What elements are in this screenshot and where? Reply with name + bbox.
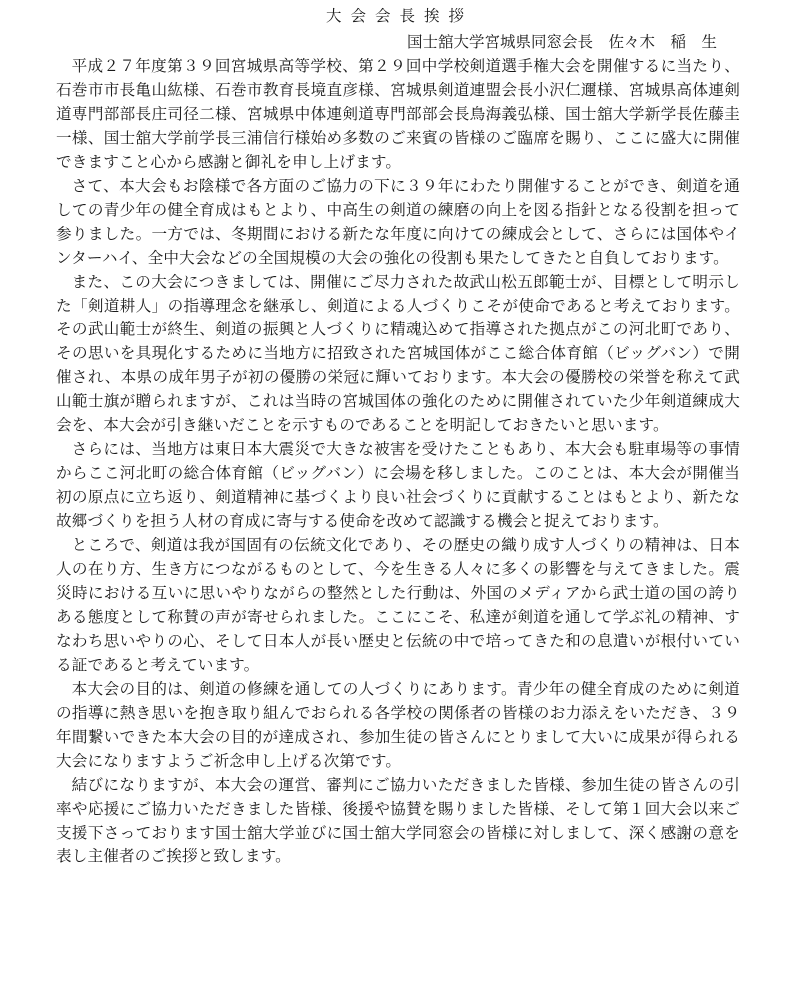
paragraph-purpose: 本大会の目的は、剣道の修練を通しての人づくりにあります。青少年の健全育成のために剣道の指導に熱き思いを抱き取り組んでおられる各学校の関係者の皆様のお力添えをいただき、３９年間繋いできた本大会の目的が達成され、参加生徒の皆さんにとりまして大いに成果が得られる大会になりますようご祈念申し上げる次第です。: [56, 679, 740, 770]
paragraph-opening: 平成２７年度第３９回宮城県高等学校、第２９回中学校剣道選手権大会を開催するに当たり、石巻市市長亀山紘様、石巻市教育長境直彦様、宮城県剣道連盟会長小沢仁邇様、宮城県高体連剣道専門部部長庄司径二様、宮城県中体連剣道専門部部会長鳥海義弘様、国士舘大学新学長佐藤圭一様、国士舘大学前学長三浦信行様始め多数のご来賓の皆様のご臨席を賜り、ここに盛大に開催できますこと心から感謝と御礼を申し上げます。: [56, 57, 740, 171]
author-line: 国士舘大学宮城県同窓会長 佐々木 稲 生: [406, 33, 717, 51]
paragraph-earthquake: さらには、当地方は東日本大震災で大きな被害を受けたこともあり、本大会も駐車場等の事情からここ河北町の総合体育館（ビッグバン）に会場を移しました。このことは、本大会が開催当初の原点に立ち返り、剣道精神に基づくより良い社会づくりに貢献することはもとより、新たな故郷づくりを担う人材の育成に寄与する使命を改めて認識する機会と捉えております。: [56, 440, 740, 531]
document-body: [56, 55, 740, 869]
paragraph-closing: 結びになりますが、本大会の運営、審判にご協力いただきました皆様、参加生徒の皆さんの引率や応援にご協力いただきました皆様、後援や協賛を賜りました皆様、そして第１回大会以来ご支援下さっております国士舘大学並びに国士舘大学同窓会の皆様に対しまして、深く感謝の意を表し主催者のご挨拶と致します。: [56, 775, 740, 866]
document-title: 大会会長挨拶: [325, 7, 473, 25]
paragraph-kendo-culture: ところで、剣道は我が国固有の伝統文化であり、その歴史の織り成す人づくりの精神は、日本人の在り方、生き方につながるものとして、今を生きる人々に多くの影響を与えてきました。震災時における互いに思いやりながらの整然とした行動は、外国のメディアから武士道の国の誇りある態度として称賛の声が寄せられました。ここにこそ、私達が剣道を通して学ぶ礼の精神、すなわち思いやりの心、そして日本人が長い歴史と伝統の中で培ってきた和の息遣いが根付いている証であると考えています。: [56, 536, 740, 674]
paragraph-history: さて、本大会もお陰様で各方面のご協力の下に３９年にわたり開催することができ、剣道を通しての青少年の健全育成はもとより、中高生の剣道の練磨の向上を図る指針となる役割を担って参りました。一方では、冬期間における新たな年度に向けての練成会として、さらには国体やインターハイ、全中大会などの全国規模の大会の強化の役割も果たしてきたと自負しております。: [56, 176, 740, 267]
paragraph-takeyama: また、この大会につきましては、開催にご尽力された故武山松五郎範士が、目標として明示した「剣道耕人」の指導理念を継承し、剣道による人づくりこそが使命であると考えております。その武山範士が終生、剣道の振興と人づくりに精魂込めて指導された拠点がこの河北町であり、その思いを具現化するために当地方に招致された宮城国体がここ総合体育館（ビッグバン）で開催され、本県の成年男子が初の優勝の栄冠に輝いております。本大会の優勝校の栄誉を称えて武山範士旗が贈られますが、これは当時の宮城国体の強化のために開催されていた少年剣道練成大会を、本大会が引き継いだことを示すものであることを明記しておきたいと思います。: [56, 272, 740, 435]
